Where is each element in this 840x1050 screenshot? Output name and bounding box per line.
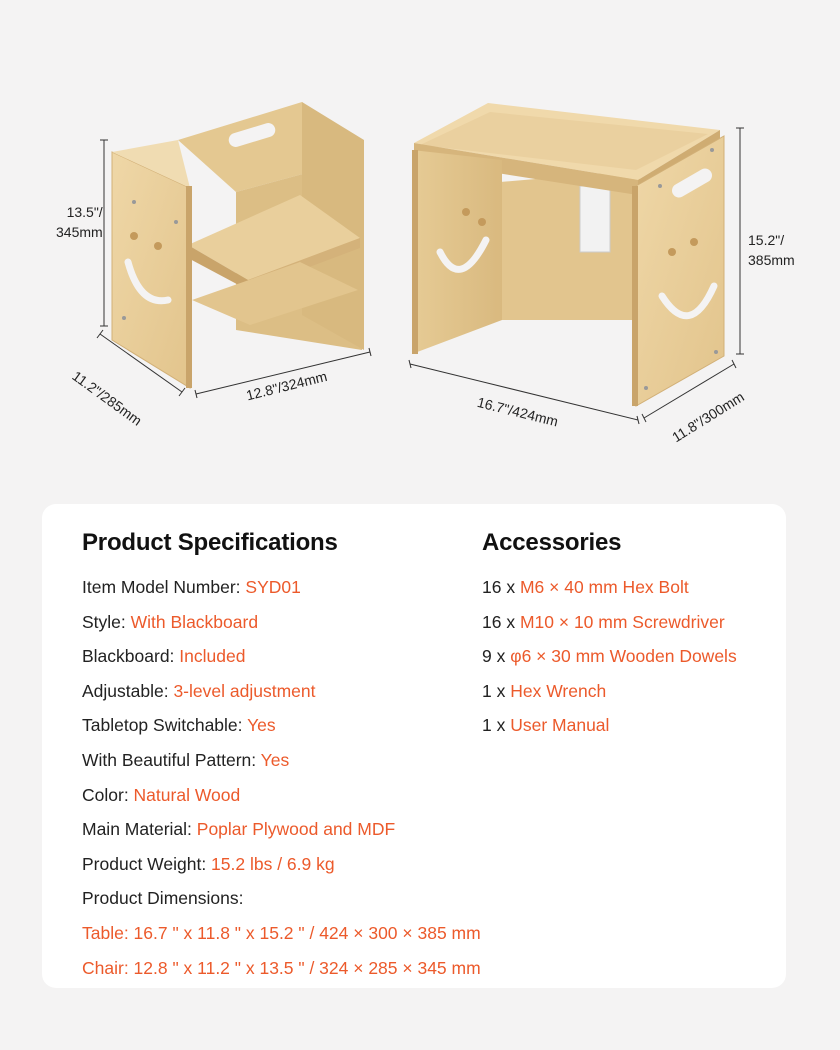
table-image bbox=[412, 103, 724, 406]
chair-width-label: 12.8"/324mm bbox=[244, 367, 329, 404]
accessory-name: M10 × 10 mm Screwdriver bbox=[519, 611, 725, 632]
spec-row bbox=[82, 778, 482, 813]
table-depth-label: 11.8"/300mm bbox=[669, 388, 747, 446]
spec-value: 3-level adjustment bbox=[173, 680, 316, 701]
accessory-name: User Manual bbox=[510, 715, 610, 736]
spec-value: Natural Wood bbox=[133, 784, 241, 805]
accessory-qty: 16 x bbox=[482, 611, 520, 632]
spec-row bbox=[82, 812, 482, 847]
accessory-qty: 1 x bbox=[482, 680, 511, 701]
accessory-name: Hex Wrench bbox=[510, 680, 607, 701]
spec-value: Poplar Plywood and MDF bbox=[196, 819, 396, 840]
spec-row bbox=[82, 674, 482, 709]
spec-row bbox=[82, 847, 482, 882]
chair-image bbox=[112, 102, 364, 388]
spec-label: Product Dimensions: bbox=[82, 888, 244, 909]
chair-depth-label: 11.2"/285mm bbox=[69, 367, 145, 429]
accessory-row bbox=[482, 708, 782, 743]
accessories-title: Accessories bbox=[482, 529, 622, 556]
chair-height-label: 13.5"/ 345mm bbox=[56, 204, 103, 240]
spec-label: Blackboard: bbox=[82, 646, 180, 667]
spec-value: SYD01 bbox=[245, 577, 301, 597]
accessory-qty: 9 x bbox=[482, 646, 511, 667]
spec-value: Included bbox=[179, 646, 246, 667]
accessory-qty: 16 x bbox=[482, 577, 520, 597]
accessory-qty: 1 x bbox=[482, 715, 511, 736]
spec-row bbox=[82, 881, 482, 916]
spec-label: Adjustable: bbox=[82, 680, 174, 701]
specifications-card bbox=[42, 504, 786, 988]
accessory-row bbox=[482, 639, 782, 674]
spec-row bbox=[82, 743, 482, 778]
table-height-label: 15.2"/ 385mm bbox=[748, 232, 795, 268]
specifications-title: Product Specifications bbox=[82, 529, 338, 556]
product-specifications bbox=[82, 526, 482, 985]
spec-row bbox=[82, 605, 482, 640]
spec-label: With Beautiful Pattern: bbox=[82, 749, 261, 770]
chair-dimensions: Chair: 12.8 " x 11.2 " x 13.5 " / 324 × 285 × 345 mm bbox=[82, 957, 481, 978]
accessory-name: φ6 × 30 mm Wooden Dowels bbox=[510, 646, 737, 667]
table-width-label: 16.7"/424mm bbox=[475, 393, 560, 430]
spec-value: Yes bbox=[247, 715, 276, 736]
accessory-name: M6 × 40 mm Hex Bolt bbox=[519, 577, 689, 597]
spec-row bbox=[82, 708, 482, 743]
accessories bbox=[482, 526, 782, 743]
spec-label: Color: bbox=[82, 784, 134, 805]
spec-value: 15.2 lbs / 6.9 kg bbox=[211, 853, 335, 874]
accessory-row bbox=[482, 605, 782, 640]
spec-label: Main Material: bbox=[82, 819, 197, 840]
spec-label: Item Model Number: bbox=[82, 577, 246, 597]
spec-value: With Blackboard bbox=[130, 611, 259, 632]
spec-row bbox=[82, 570, 482, 605]
spec-value: Yes bbox=[260, 749, 290, 770]
table-dimensions: Table: 16.7 " x 11.8 " x 15.2 " / 424 × 300 × 385 mm bbox=[82, 922, 481, 943]
spec-row bbox=[82, 639, 482, 674]
accessory-row bbox=[482, 570, 782, 605]
spec-label: Tabletop Switchable: bbox=[82, 715, 248, 736]
spec-label: Style: bbox=[82, 611, 131, 632]
product-illustration bbox=[0, 0, 840, 500]
accessory-row bbox=[482, 674, 782, 709]
spec-label: Product Weight: bbox=[82, 853, 212, 874]
